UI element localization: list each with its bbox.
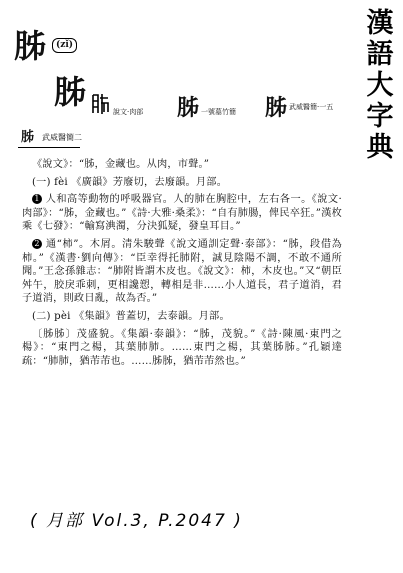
form-char: 胏: [265, 95, 288, 121]
sense-1-heading: (一) fèi 《廣韻》芳廢切，去廢韻。月部。: [32, 176, 228, 188]
form-char: 胏: [177, 95, 200, 121]
form-label: 說文·肉部: [113, 108, 144, 116]
book-title-char: 漢: [366, 8, 394, 39]
book-title-char: 典: [366, 132, 394, 163]
definition-text: 通“柿”。木屑。清朱駿聲《說文通訓定聲·泰部》：“胏，段借為柿。”《漢書·劉向傳》：“臣幸得托肺附，誠見陰陽不調，不敢不通所聞。”王念孫雜志：“肺附皆謂木皮也。《說文》：柿，木皮也。”又“朝臣舛午，胶戾乖刺，更相讒愬，轉相是非……小人道長，君子道消，君子道消，則政日亂，故為否。”: [22, 238, 342, 305]
form-label: 武威醫簡二: [42, 133, 82, 142]
seal-script-glyph: [90, 92, 110, 116]
sense-2-text: 〔胏胏〕茂盛貌。《集韻·泰韻》：“胏，茂貌。”《詩·陳風·東門之楊》：“東門之楊，其葉肺肺。……東門之楊，其葉胏胏。”孔穎達疏：“肺肺，猶芾芾也。……胏胏，猶芾芾然也。”: [22, 328, 342, 367]
definition-text: 人和高等動物的呼吸器官。人的肺在胸腔中，左右各一。《說文·肉部》：“胏，金藏也。”《詩·大雅·桑柔》：“自有肺腸，俾民卒狂。”漢枚乘《七發》：“輸寫淟濁，分決狐疑，發皇耳目。”: [22, 194, 342, 233]
book-title-char: 字: [366, 101, 394, 132]
book-title-char: 大: [366, 70, 394, 101]
sense-2-heading: (二) pèi 《集韻》普蓋切，去泰韻。月部。: [32, 310, 230, 322]
form-label: 武威醫簡·一五: [289, 103, 334, 111]
sense-1-item-2: [22, 238, 342, 306]
headword-char: 胏: [14, 27, 47, 65]
divider: [18, 147, 80, 148]
form-char: 胏: [21, 130, 35, 145]
item-number: 2: [32, 239, 42, 249]
sense-1-item-1: [22, 193, 342, 234]
item-number: 1: [32, 194, 42, 204]
book-title: [364, 8, 396, 163]
main-headword-char: 胏: [54, 73, 87, 111]
headword-reading: (zǐ): [52, 38, 77, 53]
handwritten-note: ( 月部 Vol.3, P.2047 ): [30, 511, 243, 531]
form-label: 一號墓竹簡: [201, 108, 236, 116]
entry-intro: 《說文》：“胏，金藏也。从肉，市聲。”: [32, 159, 210, 170]
entry-body: [22, 158, 342, 372]
book-title-char: 語: [366, 39, 394, 70]
